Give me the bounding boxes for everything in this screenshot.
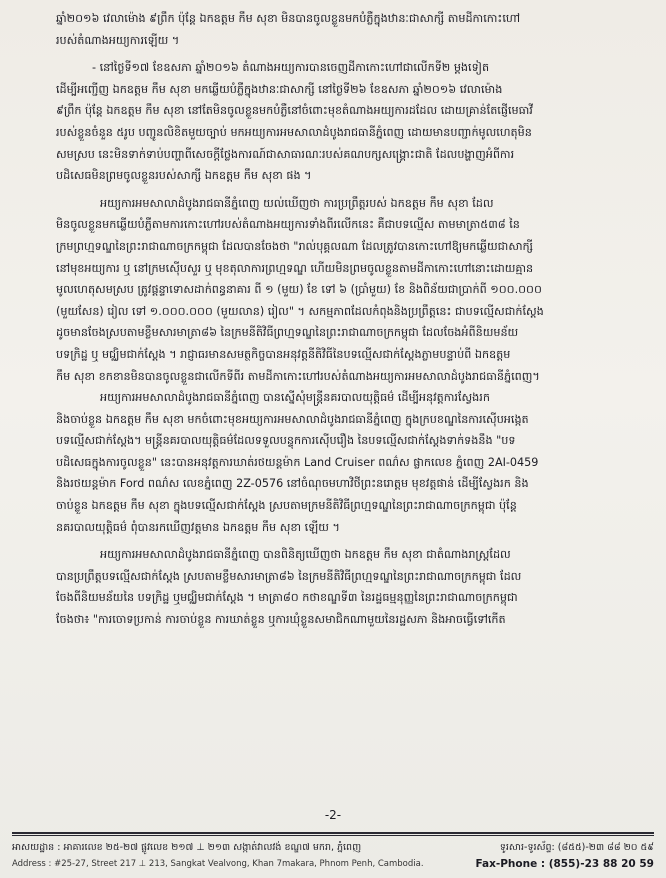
fax-phone-khmer: ទូរសារ-ទូរស័ព្ទ: (៨៥៥)-២៣ ៨៨ ២០ ៥៩ — [499, 842, 654, 853]
text-line: អយ្យការអមសាលាដំបូងរាជធានីភ្នំពេញ បានស្នើសុំមន្ត្រីនគរបាលយុត្តិធម៌ ដើម្បីអនុវត្តការស្វែងរក — [100, 391, 490, 405]
text-line: - នៅថ្ងៃទី១៧ ខែឧសភា ឆ្នាំ២០១៦ តំណាងអយ្យការបានចេញដីកាកោះហៅជាលើកទី២ ម្តងទៀត — [92, 61, 490, 75]
text-line: នៅមុខអយ្យការ ឬ នៅក្រមស៊ើបសួរ ឬ មុខតុលាការព្រហ្មទណ្ឌ ហើយមិនព្រមចូលខ្លួនតាមដីកាកោះហៅនោះដោយគ្មាន — [56, 261, 534, 275]
text-line: បទក្រិដ្ឋ ឬ មជ្ឈិមជាក់ស្តែង ។ រាជ្ញាធរមានសមត្ថកិច្ចបានអនុវត្តនីតិវិធីនៃបទល្មើសជាក់ស្តែងភ្លាមបន្ទាប់ពី ឯកឧត្តម — [56, 347, 511, 361]
text-line: និងរថយន្តម៉ាក Ford ពណ៌ស លេខភ្នំពេញ 2Z-0576 នៅចំណុចមហាវិថីព្រះនរោត្តម មុខវត្តផាន់ ដើម្បីស្វែងរក និង — [56, 477, 529, 491]
address-khmer: អាសយដ្ឋាន : អាគារលេខ ២៥-២៧ ផ្លូវលេខ ២១៧ ⊥ ២១៣ សង្កាត់វាលវង់ ខណ្ឌ៧ មករា, ភ្នំពេញ — [12, 842, 362, 853]
text-line: បានប្រព្រឹត្តបទល្មើសជាក់ស្តែង ស្របតាមខ្លឹមសារមាត្រា៨៦ នៃក្រមនីតិវិធីព្រហ្មទណ្ឌនៃព្រះរាជាណាចក្រកម្ពុជា ដែល — [56, 569, 522, 583]
text-line: បដិសេធក្នុងការចូលខ្លួន" នេះបានអនុវត្តការឃាត់រថយន្តម៉ាក Land Cruiser ពណ៌ស ផ្លាកលេខ ភ្នំពេញ 2AI-0459 — [56, 455, 539, 469]
text-line: ៩ព្រឹក ប៉ុន្តែ ឯកឧត្តម កឹម សុខា នៅតែមិនចូលខ្លួនមកបំភ្លឺនៅចំពោះមុខតំណាងអយ្យការដដែល ដោយគ្រាន់តែផ្ញើមេធាវី — [56, 104, 533, 118]
document-body — [56, 0, 626, 631]
paragraph — [56, 57, 626, 187]
text-line: របស់ខ្លួនចំនួន ៥រូប បញ្ជូនលិខិតមួយច្បាប់ មកអយ្យការអមសាលាដំបូងរាជធានីភ្នំពេញ ដោយមានបញ្ជាក់មូលហេតុមិន — [56, 125, 532, 139]
text-line: បទល្មើសជាក់ស្តែង។ មន្ត្រីនគរបាលយុត្តិធម៌ដែលទទួលបន្ទុកការស៊ើបរឿង នៃបទល្មើសជាក់ស្តែងទាក់ទងនឹង "បទ — [56, 434, 516, 448]
text-line: ចាប់ខ្លួន ឯកឧត្តម កឹម សុខា ក្នុងបទល្មើសជាក់ស្តែង ស្របតាមក្រមនីតិវិធីព្រហ្មទណ្ឌនៃព្រះរាជាណាចក្រកម្ពុជា ប៉ុន្តែ — [56, 499, 517, 513]
paragraph — [56, 387, 626, 538]
text-line: មិនចូលខ្លួនមកឆ្លើយបំភ្លឺតាមការកោះហៅរបស់តំណាងអយ្យការទាំងពីរលើកនេះ គឺជាបទល្មើស តាមមាត្រា៥៣៨ នៃ — [56, 218, 520, 232]
text-line: ចែងពីនិយមន័យនៃ បទក្រិដ្ឋ ឬមជ្ឈិមជាក់ស្តែង ។ មាត្រា៨០ កថាខណ្ឌទី៣ នៃរដ្ឋធម្មនុញ្ញនៃព្រះរាជាណាចក្រកម្ពុជា — [56, 591, 518, 605]
text-line: (មួយសែន) រៀល ទៅ ១.០០០.០០០ (មួយលាន) រៀល" ។ សកម្មភាពដែលកំពុងនិងប្រព្រឹត្តនេះ ជាបទល្មើសជាក់ស្តែង — [56, 304, 544, 318]
paragraph — [56, 8, 626, 51]
footer-divider — [12, 832, 654, 834]
paragraph — [56, 193, 626, 387]
footer-divider — [12, 835, 654, 836]
text-line: ដើម្បីអញ្ជើញ ឯកឧត្តម កឹម សុខា មកឆ្លើយបំភ្លឺក្នុងឋានៈជាសាក្សី នៅថ្ងៃទី២៦ ខែឧសភា ឆ្នាំ២០១៦ វេលាម៉ោង — [56, 82, 503, 96]
text-line: ឆ្នាំ២០១៦ វេលាម៉ោង ៩ព្រឹក ប៉ុន្តែ ឯកឧត្តម កឹម សុខា មិនបានចូលខ្លួនមកបំភ្លឺក្នុងឋានៈជាសាក្សី តាមដីកាកោះហៅ — [56, 12, 521, 25]
address-english: Address : #25-27, Street 217 ⊥ 213, Sangkat Vealvong, Khan 7makara, Phnom Penh, Cambodia. — [12, 859, 424, 869]
page-number: -2- — [324, 808, 342, 822]
text-line: ក្រមព្រហ្មទណ្ឌនៃព្រះរាជាណាចក្រកម្ពុជា ដែលបានចែងថា "រាល់បុគ្គលណា ដែលត្រូវបានកោះហៅឱ្យមកឆ្លើយជាសាក្សី — [56, 239, 533, 253]
text-line: ដូចមានចែងស្របតាមខ្លឹមសារមាត្រា៨៦ នៃក្រមនីតិវិធីព្រហ្មទណ្ឌនៃព្រះរាជាណាចក្រកម្ពុជា ដែលចែងអំពីនិយមន័យ — [56, 326, 519, 340]
text-line: បដិសេធមិនព្រមចូលខ្លួនរបស់សាក្សី ឯកឧត្តម កឹម សុខា ផង ។ — [56, 169, 312, 183]
text-line: មូលហេតុសមស្រប ត្រូវផ្តន្ទាទោសដាក់ពន្ធនាគារ ពី ១ (មួយ) ខែ ទៅ ៦ (ប្រាំមួយ) ខែ និងពិន័យជាប្រាក់ពី ១០០.០០០ — [56, 283, 542, 297]
text-line: របស់តំណាងអយ្យការឡើយ ។ — [56, 33, 180, 47]
text-line: និងចាប់ខ្លួន ឯកឧត្តម កឹម សុខា មកចំពោះមុខអយ្យការអមសាលាដំបូងរាជធានីភ្នំពេញ ក្នុងក្របខណ្ឌនៃការស៊ើបអង្កេត — [56, 412, 529, 426]
text-line: សមស្រប នេះមិនទាក់ទាប់បញ្ហាពីសេចក្តីថ្លែងការណ៍ជាសាធារណៈរបស់គណបក្សសង្គ្រោះជាតិ ដែលបង្ហាញអំពីការ — [56, 147, 515, 161]
text-line: អយ្យការអមសាលាដំបូងរាជធានីភ្នំពេញ យល់ឃើញថា ការប្រព្រឹត្តរបស់ ឯកឧត្តម កឹម សុខា ដែល — [100, 196, 494, 210]
text-line: នគរបាលយុត្តិធម៌ ពុំបានរកឃើញវត្តមាន ឯកឧត្តម កឹម សុខា ឡើយ ។ — [56, 520, 340, 534]
text-line: កឹម សុខា ខកខានមិនបានចូលខ្លួនជាលើកទីពីរ តាមដីកាកោះហៅរបស់តំណាងអយ្យការអមសាលាដំបូងរាជធានីភ្នំពេញ។ — [56, 369, 540, 383]
paragraph — [56, 544, 626, 630]
text-line: អយ្យការអមសាលាដំបូងរាជធានីភ្នំពេញ បានពិនិត្យឃើញថា ឯកឧត្តម កឹម សុខា ជាតំណាងរាស្ត្រដែល — [100, 548, 511, 562]
footer-contact — [475, 840, 654, 872]
fax-phone-english: Fax-Phone : (855)-23 88 20 59 — [475, 858, 654, 870]
text-line: ចែងថា៖ "ការចោទប្រកាន់ ការចាប់ខ្លួន ការឃាត់ខ្លួន ឬការឃុំខ្លួនសមាជិកណាមួយនៃរដ្ឋសភា និងអាចធ្វើទៅកើត — [56, 613, 506, 627]
footer-address — [12, 840, 424, 872]
